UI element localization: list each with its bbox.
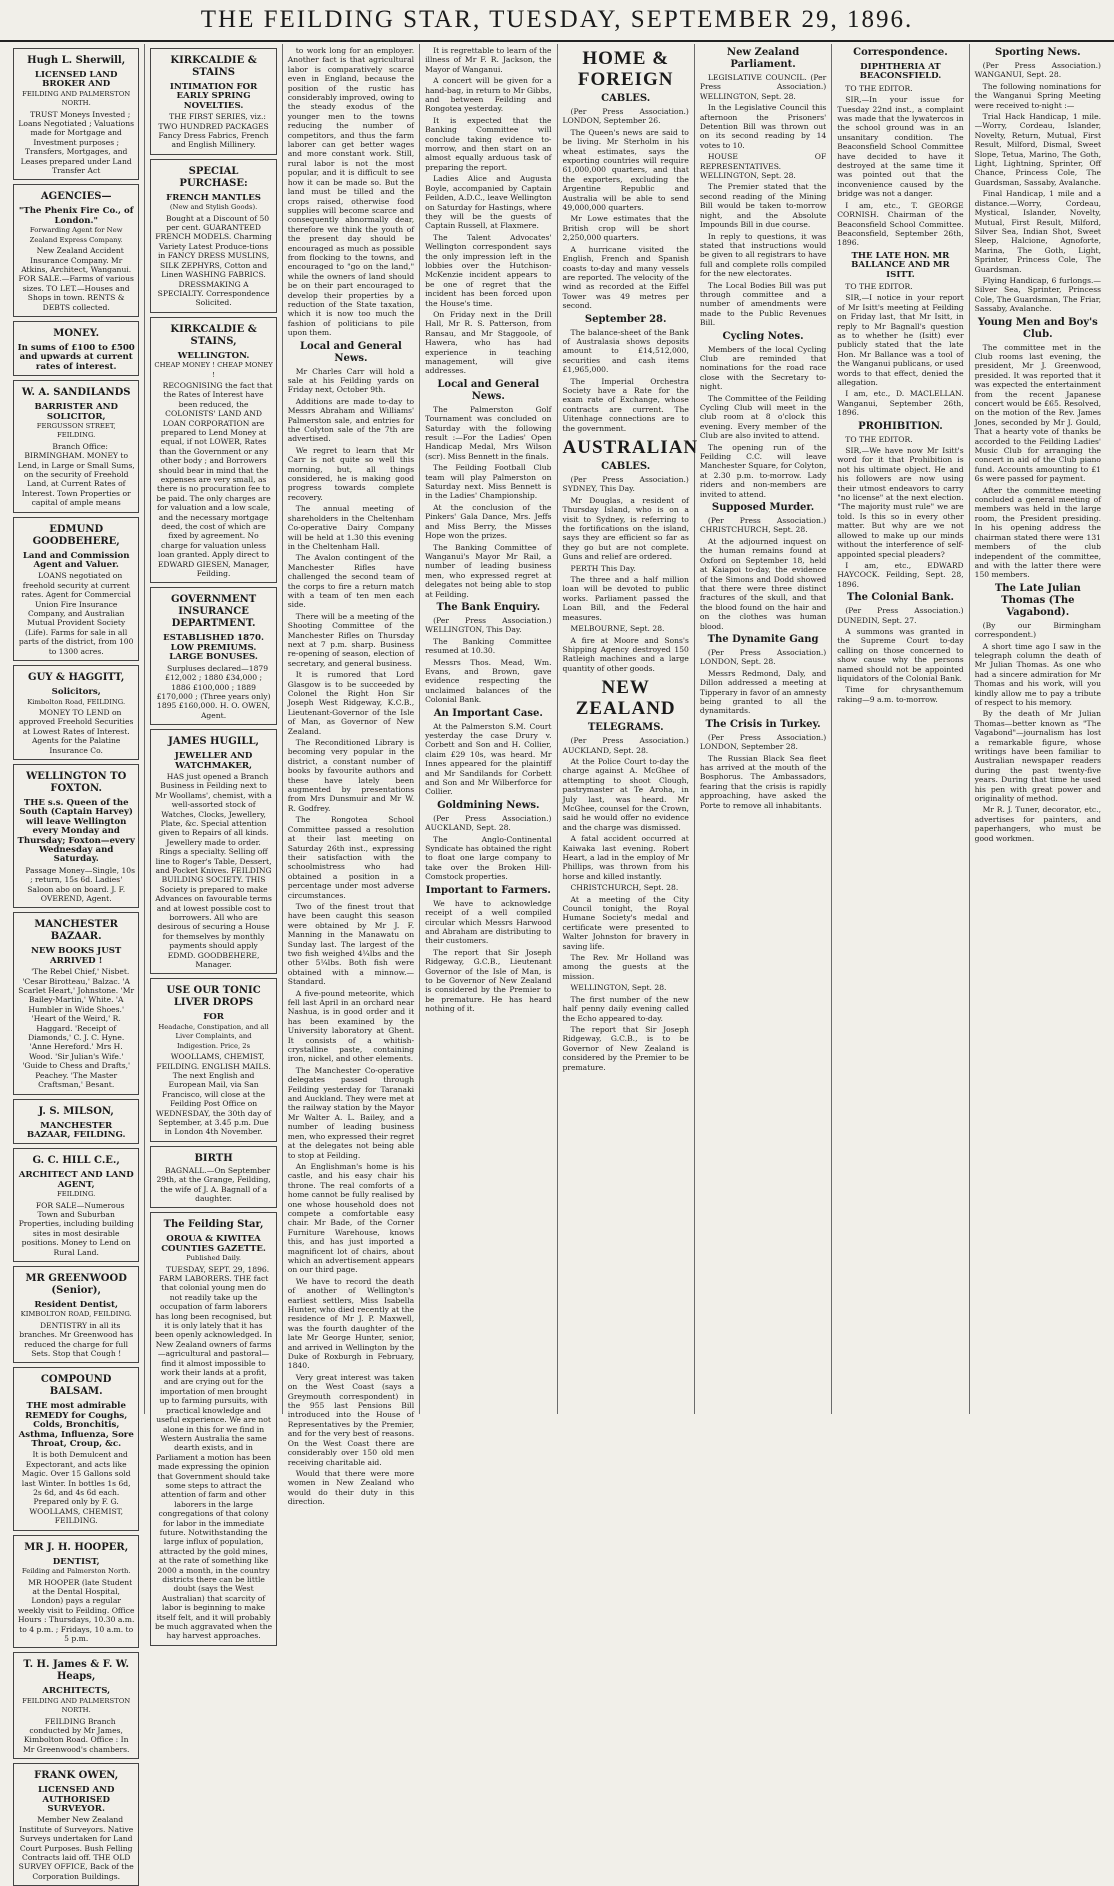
section-title: Supposed Murder. bbox=[711, 502, 815, 514]
paragraph: The annual meeting of shareholders in the Cheltenham Co-operative Dairy Company will be held at 1.30 this evening in the Cheltenham Hall. bbox=[287, 504, 415, 551]
ad-body: It is both Demulcent and Expectorant, and acts like Magic. Over 15 Gallons sold last Winter. In bottles 1s 6d, 2s 6d, and 4s 6d each. Prepared only by F. G. WOOLLAMS, CHEMIST, FEILDING. bbox=[21, 1450, 131, 1526]
paragraph: Ladies Alice and Augusta Boyle, accompanied by Captain Feilden, A.D.C., leave Wellington on Saturday for Hastings, where they will be the guests of Captain Russell, at Flaxmere. bbox=[425, 174, 552, 231]
section-title: Sporting News. bbox=[995, 47, 1081, 58]
paragraph: A fire at Moore and Sons's Shipping Agency destroyed 150 Ratleigh machines and a large quantity of other goods. bbox=[562, 635, 689, 673]
paragraph: (Per Press Association.) LONDON, September 26. bbox=[562, 107, 689, 126]
section-heading: Local and General News. bbox=[437, 378, 540, 402]
advertisement bbox=[150, 978, 276, 1141]
section-heading: The Bank Enquiry. bbox=[436, 601, 541, 613]
ad-title: FRANK OWEN, bbox=[34, 1770, 119, 1782]
paragraph: A five-pound meteorite, which fell last April in an orchard near Nashua, is in good order and it has been examined by the University laboratory at Ghent. It consists of a whitish-crystalline paste, containing iron, nickel, and other elements. bbox=[287, 988, 415, 1064]
ad-title: J. S. MILSON, bbox=[38, 1105, 114, 1117]
column-2 bbox=[145, 44, 282, 1641]
ad-title: JAMES HUGILL, bbox=[168, 736, 259, 748]
ad-body: THE FIRST SERIES, viz.: TWO HUNDRED PACKAGES Fancy Dress Fabrics, French and English Millinery. bbox=[158, 112, 269, 150]
ad-subtitle-2: CHEAP MONEY ! CHEAP MONEY ! bbox=[154, 361, 273, 379]
paragraph: A summons was granted in the Supreme Court to-day calling on those concerned to show cause why the persons named should not be appointed liquidators of the Colonial Bank. bbox=[837, 626, 964, 683]
advertisement bbox=[150, 1146, 276, 1209]
ad-body: FEILDING Branch conducted by Mr James, Kimbolton Road. Office : In Mr Greenwood's chambers. bbox=[22, 1716, 130, 1754]
paragraph: The Banking Committee of Wanganui's Mayor Mr Rail, a number of leading business men, who expressed regret at delegates not being able to stop at Feilding. bbox=[425, 542, 552, 599]
advertisement bbox=[150, 729, 276, 974]
ad-subtitle: WELLINGTON. bbox=[177, 350, 250, 361]
ad-title: KIRKCALDIE & STAINS bbox=[170, 55, 257, 78]
paragraph: We regret to learn that Mr Carr is not quite so well this morning, but, all things considered, he is making good progress towards complete recovery. bbox=[287, 445, 415, 502]
paragraph: The Local Bodies Bill was put through committee and a number of amendments were made to the Public Revenues Bill. bbox=[699, 280, 827, 328]
ad-body: RECOGNISING the fact that the Rates of Interest have been reduced, the COLONISTS' LAND AND LOAN CORPORATION are prepared to Lend Money at equal, if not LOWER, Rates than the Government or any other body ; and Borrowers should bear in mind that the expenses are very small, as there is no procuration fee to be paid. The only charges are for valuation and a low scale, and the necessary mortgage deed, the cost of which are fixed by agreement. No charge for valuation unless loan granted. Apply direct to EDWARD GIESEN, Manager, Feilding. bbox=[156, 380, 273, 579]
ad-subtitle: LICENSED AND AUTHORISED SURVEYOR. bbox=[37, 1785, 115, 1814]
paragraph: We have to acknowledge receipt of a well compiled circular which Messrs Harwood and Abraham are distributing to their customers. bbox=[425, 898, 552, 946]
ad-subtitle-2: KIMBOLTON ROAD, FEILDING. bbox=[20, 1310, 132, 1319]
ad-subtitle: LICENSED LAND BROKER AND bbox=[34, 70, 118, 90]
ad-title: Hugh L. Sherwill, bbox=[27, 55, 126, 66]
advertisement bbox=[13, 665, 139, 760]
column-1 bbox=[8, 44, 145, 1881]
paragraph: It is expected that the Banking Committee will conclude taking evidence to-morrow, and then start on an almost equally arduous task of preparing the report. bbox=[425, 115, 552, 172]
section-title: The Late Julian Thomas (The Vagabond). bbox=[994, 582, 1081, 618]
ad-title: GUY & HAGGITT, bbox=[28, 672, 125, 684]
paragraph: to work long for an employer. Another fact is that agricultural labor is comparatively scarce even in England, because the position of the rustic has considerably improved, owing to the steady exodus of the younger men to the towns reducing the number of competitors, and thus the farm laborer can get better wages and more constant work. Still, rural labor is not the most popular, and it is difficult to see how it can be made so. But the land must be tilled and the crops raised, otherwise food supplies will become scarce and consequently abnormally dear, therefore we think the youth of the present day should be encouraged as much as possible from flocking to the towns, and encouraged to "go on the land," while the owners of land should be on their part encouraged to develop their properties by a reduction of the State taxation, which it is now too much the fashion of politicians to pile upon them. bbox=[287, 46, 415, 338]
paragraph: Messrs Thos. Mead, Wm. Evans, and Brown, gave evidence respecting the unclaimed balances of the Colonial Bank. bbox=[425, 657, 552, 705]
paragraph: The Rev. Mr Holland was among the guests at the mission. bbox=[562, 953, 689, 981]
column-5 bbox=[558, 44, 699, 1414]
paragraph: (Per Press Association.) WANGANUI, Sept. 28. bbox=[974, 61, 1101, 80]
advertisement bbox=[13, 380, 139, 512]
advertisement bbox=[13, 1148, 139, 1262]
ad-subtitle-2: Published Daily. bbox=[186, 1254, 242, 1263]
paragraph: The Feilding Football Club team will play Palmerston on Saturday next. Miss Bennett is in the Ladies' Championship. bbox=[425, 463, 552, 501]
column-7 bbox=[832, 44, 969, 1414]
ad-subtitle-2: Kimbolton Road, FEILDING. bbox=[27, 697, 126, 706]
ad-title: GOVERNMENT INSURANCE DEPARTMENT. bbox=[170, 594, 257, 630]
section-title: The Colonial Bank. bbox=[846, 592, 954, 604]
paragraph: Would that there were more women in New Zealand who would do their duty in this direction. bbox=[287, 1468, 415, 1507]
ad-subtitle: THE s.s. Queen of the South (Captain Harvey) will leave Wellington every Monday and Thursday; Foxton—every Wednesday and Saturday. bbox=[17, 797, 135, 865]
paragraph: A hurricane visited the English, French and Spanish coasts to-day and many vessels are reported. The velocity of the wind as recorded at the Eiffel Tower was 49 metres per second. bbox=[562, 244, 689, 311]
paragraph: The balance-sheet of the Bank of Australasia shows deposits amount to £14,512,000, securities and cash items £1,965,000. bbox=[562, 327, 689, 375]
ad-subtitle-2: Feilding and Palmerston North. bbox=[21, 1567, 131, 1576]
section-heading: Goldmining News. bbox=[437, 799, 540, 811]
ad-title: The Feilding Star, bbox=[163, 1219, 264, 1231]
section-title: AUSTRALIAN bbox=[562, 437, 699, 458]
ad-subtitle: Land and Commission Agent and Valuer. bbox=[22, 550, 130, 571]
ad-subtitle-2: FERGUSSON STREET, FEILDING. bbox=[36, 421, 116, 440]
paragraph: Mr Charles Carr will hold a sale at his Feilding yards on Friday next, October 9th. bbox=[287, 366, 415, 395]
paragraph: The Talent Advocates' Wellington correspondent says the only impression left in the lobbies over the Hutchison-McKenzie incident appears to be one of regret that the incident has been forced upon the House's time. bbox=[425, 232, 552, 308]
ad-subtitle: THE most admirable REMEDY for Coughs, Colds, Bronchitis, Asthma, Influenza, Sore Throat, Croup, &c. bbox=[18, 1401, 134, 1450]
advertisement bbox=[150, 48, 276, 155]
ad-title: USE OUR TONIC LIVER DROPS bbox=[166, 985, 261, 1009]
masthead: THE FEILDING STAR, TUESDAY, SEPTEMBER 29, 1896. bbox=[0, 0, 1114, 42]
paragraph: Two of the finest trout that have been caught this season were obtained by Mr J. F. Manning in the Manawatu on Sunday last. The largest of the two fish weighed 4¼lbs and the other 5¼lbs. Both fish were obtained with a minnow.—Standard. bbox=[287, 901, 415, 987]
paragraph: The Imperial Orchestra Society have a Rate for the exam rate of Exchange, whose contracts are current. The Uitenhage connections are to the government. bbox=[562, 376, 689, 433]
ad-subtitle: Resident Dentist, bbox=[34, 1299, 118, 1310]
paragraph: Flying Handicap, 6 furlongs.—Silver Sea, Sprinter, Princess Cole, The Guardsman, The Friar, Sassaby, Avalanche. bbox=[974, 275, 1101, 314]
ad-body: FOR SALE—Numerous Town and Suburban Properties, including building sites in most desirable positions. Money to Lend on Rural Land. bbox=[18, 1200, 134, 1257]
ad-subtitle: DENTIST, bbox=[52, 1556, 100, 1567]
paragraph: SIR,—I notice in your report of Mr Isitt's meeting at Feilding on Friday last, that Mr Isitt, in reply to Mr Bagnall's question as to whether he (Isitt) ever publicly stated that the late Hon. Mr Ballance was a tool of the Wanganui publicans, or used words to that effect, denied the allegation. bbox=[837, 293, 964, 387]
paragraph: The Russian Black Sea fleet has arrived at the mouth of the Bosphorus. The Ambassadors, fearing that the crisis is rapidly approaching, have asked the Porte to remove all inhabitants. bbox=[699, 753, 827, 810]
section-title: HOME & FOREIGN bbox=[577, 48, 674, 90]
section-title: NEW ZEALAND bbox=[575, 677, 676, 720]
ad-subtitle: NEW BOOKS JUST ARRIVED ! bbox=[31, 946, 122, 966]
column-4 bbox=[420, 44, 557, 1414]
section-heading: September 28. bbox=[584, 313, 667, 325]
column-3 bbox=[283, 44, 420, 1507]
paragraph: SIR,—We have now Mr Isitt's word for it that Prohibition is not his ultimate object. He and his followers are now using their utmost endeavors to carry "no license" at the next election. "The majority must rule" we are told. Is this so in every other matter. But why are we not allowed to make up our minds without the interference of self-appointed special pleaders? bbox=[837, 446, 964, 559]
section-title: Young Men and Boy's Club. bbox=[977, 316, 1098, 340]
paragraph: Very great interest was taken on the West Coast (says a Greymouth correspondent) in the 955 last Pensions Bill introduced into the House of Representatives by the Premier, and for the very best of reasons. On the West Coast there are considerably over 150 old men receiving charitable aid. bbox=[287, 1372, 415, 1467]
paragraph: Trial Hack Handicap, 1 mile.—Worry, Cordeau, Islander, Novelty, Return, Mutual, First Result, Milford, Dismal, Sweet Slope, Tetua, Marino, The Goth, Light, Lightning, Sprinter, Off Chance, Princess Cole, The Guardsman, Sassaby, Avalanche. bbox=[974, 112, 1101, 187]
paragraph: Mr Douglas, a resident of Thursday Island, who is on a visit to Sydney, is referring to the fortifications on the island, says they are efficient so far as they go but are not complete. Guns and relief are ordered. bbox=[562, 495, 689, 562]
paragraph: At the conclusion of the Pinkers' Gala Dance, Mrs. Jeffs and Miss Berry, the Misses Hope won the prizes. bbox=[425, 502, 552, 541]
paragraph: (Per Press Association.) LONDON, Sept. 28. bbox=[699, 647, 827, 667]
ad-body: Bought at a Discount of 50 per cent. GUARANTEED FRENCH MODELS. Charming Variety Latest Produce-tions in FANCY DRESS MUSLINS, SILK ZEPHYRS, Cotton and Linen WASHING FABRICS. DRESSMAKING A SPECIALTY. Correspondence Solicited. bbox=[155, 213, 272, 308]
paragraph: Mr R. J. Tuner, decorator, etc., advertises for painters, and paperhangers, who must be good workmen. bbox=[974, 805, 1101, 843]
advertisement bbox=[150, 587, 276, 725]
paragraph: I am, etc., T. GEORGE CORNISH. Chairman of the Beaconsfield School Committee. Beaconsfield, September 26th, 1896. bbox=[837, 200, 964, 248]
paragraph: (Per Press Association.) LONDON, September 28. bbox=[699, 732, 827, 752]
section-subtitle: TELEGRAMS. bbox=[587, 722, 664, 734]
advertisement bbox=[150, 159, 276, 313]
advertisement bbox=[150, 1212, 276, 1645]
paragraph: TO THE EDITOR. bbox=[845, 281, 913, 291]
newspaper-columns bbox=[8, 44, 1106, 1881]
ad-body: TRUST Moneys Invested ; Loans Negotiated ; Valuations made for Mortgage and Investment purposes ; Transfers, Mortgages, and Leases prepared under Land Transfer Act bbox=[18, 109, 135, 176]
paragraph: (Per Press Association.) SYDNEY, This Day. bbox=[562, 475, 689, 494]
section-subtitle: CABLES. bbox=[601, 461, 651, 472]
section-heading: An Important Case. bbox=[433, 707, 543, 719]
paragraph: The Rongotea School Committee passed a resolution at their last meeting on Saturday 26th inst., expressing their satisfaction with the schoolmistress who had obtained a position in a percentage under most adverse circumstances. bbox=[287, 815, 415, 900]
ad-title: MONEY. bbox=[53, 327, 100, 339]
paragraph: The Queen's news are said to be living. Mr Sterholm in his wheat estimates, says the exporting countries will require 61,000,000 quarters, and that the exporters, excluding the Argentine Republic and Australia will be able to send 49,000,000 quarters. bbox=[562, 127, 689, 213]
ad-subtitle-2: Headache, Constipation, and all Liver Complaints, and Indigestion. Price, 2s bbox=[158, 1022, 269, 1050]
paragraph: Additions are made to-day to Messrs Abraham and Williams' Palmerston sale, and entries for the Colyton sale of the 7th are advertised. bbox=[287, 396, 415, 444]
paragraph: After the committee meeting concluded a general meeting of members was held in the large room, the President presiding. In his opening address the chairman stated there were 131 members of the club independent of the committee, and with the latter there were 150 members. bbox=[974, 485, 1101, 580]
ad-subtitle: Solicitors, bbox=[51, 687, 101, 698]
ad-subtitle: "The Phenix Fire Co., of London." bbox=[18, 206, 134, 226]
ad-title: KIRKCALDIE & STAINS, bbox=[170, 323, 257, 347]
paragraph: In the Legislative Council this afternoon the Prisoners' Detention Bill was thrown out on its second reading by 14 votes to 10. bbox=[699, 103, 827, 150]
paragraph: HOUSE OF REPRESENTATIVES. WELLINGTON, Sept. 28. bbox=[699, 152, 827, 181]
ad-subtitle: ESTABLISHED 1870. LOW PREMIUMS. LARGE BONUSES. bbox=[163, 633, 265, 663]
section-heading: Important to Farmers. bbox=[425, 884, 551, 896]
ad-subtitle: In sums of £100 to £500 and upwards at current rates of interest. bbox=[17, 342, 135, 372]
paragraph: The opening run of the Feilding C.C. will leave Manchester Square, for Colyton, at 2.30 p.m. to-morrow. Lady riders and non-members are invited to attend. bbox=[699, 442, 827, 499]
advertisement bbox=[13, 764, 139, 908]
ad-subtitle-2: FEILDING. bbox=[57, 1190, 96, 1199]
section-title: THE LATE HON. MR BALLANCE AND MR ISITT. bbox=[851, 250, 950, 280]
paragraph: The three and a half million loan will be devoted to public works. Parliament passed the Loan Bill, and the Federal measures. bbox=[562, 575, 689, 622]
paragraph: It is regrettable to learn of the illness of Mr F. R. Jackson, the Mayor of Wanganui. bbox=[425, 46, 552, 74]
ad-subtitle: ARCHITECTS, bbox=[42, 1686, 111, 1697]
paragraph: At the Palmerston S.M. Court yesterday the case Drury v. Corbett and Son and H. Collier, claim £29 10s, was heard. Mr Innes appeared for the plaintiff and Mr Sandilands for Corbett and Son and Mr Wilberforce for Collier. bbox=[425, 721, 552, 797]
ad-subtitle: FOR bbox=[203, 1012, 224, 1023]
paragraph: WELLINGTON, Sept. 28. bbox=[570, 983, 667, 993]
paragraph: At the Police Court to-day the charge against A. McGhee of attempting to shoot Clough, pastrymaster at Te Aroha, in July last, was heard. Mr McGhee, counsel for the Crown, said he would offer no evidence and the charge was dismissed. bbox=[562, 756, 689, 832]
paragraph: TO THE EDITOR. bbox=[845, 434, 913, 444]
paragraph: The following nominations for the Wanganui Spring Meeting were received to-night :— bbox=[974, 81, 1101, 110]
paragraph: (Per Press Association.) DUNEDIN, Sept. 27. bbox=[837, 606, 964, 625]
paragraph: CHRISTCHURCH, Sept. 28. bbox=[570, 883, 679, 893]
ad-subtitle-2: FEILDING AND PALMERSTON NORTH. bbox=[22, 1696, 131, 1715]
paragraph: I am, etc., EDWARD HAYCOCK. Feilding, Sept. 28, 1896. bbox=[837, 560, 964, 589]
ad-title: BIRTH bbox=[194, 1152, 233, 1164]
section-title: The Dynamite Gang bbox=[707, 633, 819, 645]
advertisement bbox=[13, 1652, 139, 1759]
ad-subtitle: MANCHESTER BAZAAR, FEILDING. bbox=[26, 1120, 126, 1140]
paragraph: The Anglo-Continental Syndicate has obtained the right to float one large company to take over the Broken Hill-Comstock properties. bbox=[425, 834, 552, 882]
paragraph: At the adjourned inquest on the human remains found at Oxford on September 18, held at Kaiapoi to-day, the evidence of the Simons and Dodd showed that there were three distinct fractures of the skull, and that the blood found on the hair and on the clothes was human blood. bbox=[699, 536, 827, 631]
ad-subtitle: JEWELLER AND WATCHMAKER, bbox=[174, 751, 253, 771]
ad-title: MANCHESTER BAZAAR. bbox=[34, 919, 118, 943]
ad-title: G. C. HILL C.E., bbox=[32, 1155, 120, 1167]
ad-title: AGENCIES— bbox=[40, 191, 112, 203]
paragraph: The first number of the new half penny daily evening called the Echo appeared to-day. bbox=[562, 994, 689, 1023]
paragraph: The committee met in the Club rooms last evening, the president, Mr J. Greenwood, presided. It was reported that it was expected the entertainment from the recent Japanese concert would be £65. Resolved, on the motion of the Rev. James Jones, seconded by Mr J. Gould, That a hearty vote of thanks be accorded to the Feilding Ladies' Music Club for arranging the concert in aid of the Club piano fund. Accounts amounting to £1 6s were passed for payment. bbox=[974, 342, 1101, 484]
paragraph: LEGISLATIVE COUNCIL. (Per Press Association.) WELLINGTON, Sept. 28. bbox=[699, 73, 827, 101]
ad-body: Passage Money—Single, 10s ; return, 15s 6d. Ladies' Saloon abo on board. J. F. OVEREND, Agent. bbox=[25, 865, 136, 903]
paragraph: Time for chrysanthemum raking—9 a.m. to-morrow. bbox=[837, 685, 964, 704]
ad-body: BAGNALL.—On September 29th, at the Grange, Feilding, the wife of J. A. Bagnall of a daughter. bbox=[156, 1165, 271, 1203]
advertisement bbox=[13, 517, 139, 661]
paragraph: Final Handicap, 1 mile and a distance.—Worry, Cordeau, Mystical, Islander, Novelty, Mutual, First Result, Milford, Silver Sea, Indian Shot, Sweet Sleep, Halcione, Agnoforte, Marina, The Goth, Light, Sprinter, Princess Cole, The Guardsman. bbox=[974, 189, 1101, 274]
ad-subtitle-2: (New and Stylish Goods). bbox=[169, 203, 258, 212]
section-title: The Crisis in Turkey. bbox=[705, 718, 821, 730]
ad-body: DENTISTRY in all its branches. Mr Greenwood has reduced the charge for full Sets. Stop that Cough ! bbox=[19, 1320, 134, 1358]
paragraph: The Committee of the Feilding Cycling Club will meet in the club room at 8 o'clock this evening. Every member of the Club are also invited to attend. bbox=[699, 393, 827, 441]
ad-subtitle: BARRISTER AND SOLICITOR, bbox=[34, 402, 118, 422]
paragraph: At a meeting of the City Council tonight, the Royal Humane Society's medal and certificate were presented to Walter Johnston for bravery in saving life. bbox=[562, 894, 689, 951]
ad-title: EDMUND GOODBEHERE, bbox=[32, 523, 120, 547]
ad-body: 'The Rebel Chief,' Nisbet. 'Cesar Birotteau,' Balzac. 'A Scarlet Heart,' Johnstone. 'Mr Bailey-Martin,' White. 'A Humbler in Wide Shoes.' 'Heart of the Weird,' R. Haggard. 'Receipt of Diamonds,' C. J. C. Hyne. 'Anne Hereford.' Mrs H. Wood. 'Sir Julian's Wife.' 'Guide to Chess and Drafts,' Peachey. 'The Master Craftsman,' Besant. bbox=[18, 967, 135, 1090]
section-subtitle: CABLES. bbox=[601, 93, 651, 104]
ad-title: MR J. H. HOOPER, bbox=[24, 1541, 129, 1553]
paragraph: By the death of Mr Julian Thomas—better known as "The Vagabond"—journalism has lost a remarkable figure, whose writings have been familiar to Australian newspaper readers during the past twenty-five years. During that time he used his pen with great power and originality of method. bbox=[974, 709, 1101, 804]
paragraph: The Premier stated that the second reading of the Mining Bill would be taken to-morrow night, and the Absolute Impounds Bill in due course. bbox=[699, 182, 827, 230]
paragraph: On Friday next in the Drill Hall, Mr R. S. Patterson, from Ransau, and Mr Staggoole, of Hawera, who has had experience in teaching management, will give addresses. bbox=[425, 309, 552, 376]
ad-title: MR GREENWOOD (Senior), bbox=[25, 1272, 127, 1296]
paragraph: Messrs Redmond, Daly, and Dillon addressed a meeting at Tipperary in favor of an amnesty being granted to all the dynamitards. bbox=[699, 668, 827, 716]
ad-body: MONEY TO LEND on approved Freehold Securities at Lowest Rates of Interest. Agents for the Palatine Insurance Co. bbox=[19, 707, 134, 755]
advertisement bbox=[13, 912, 139, 1094]
paragraph: (By our Birmingham correspondent.) bbox=[974, 620, 1101, 640]
paragraph: TO THE EDITOR. bbox=[845, 83, 913, 93]
advertisement bbox=[13, 1763, 139, 1886]
section-heading: Local and General News. bbox=[300, 340, 402, 364]
column-8 bbox=[970, 44, 1106, 1414]
paragraph: Mr Lowe estimates that the British crop will be short 2,250,000 quarters. bbox=[562, 214, 689, 243]
ad-body: Member New Zealand Institute of Surveyors. Native Surveys undertaken for Land Court Purposes. Bush Felling Contracts laid off. THE OLD SURVEY OFFICE, Back of the Corporation Buildings. bbox=[18, 1815, 134, 1881]
section-title: DIPHTHERIA AT BEACONSFIELD. bbox=[859, 62, 942, 82]
advertisement bbox=[13, 184, 139, 316]
ad-subtitle-2: Forwarding Agent for New Zealand Express Company. bbox=[29, 226, 123, 244]
paragraph: A concert will be given for a hand-bag, in return to Mr Gibbs, and between Feilding and Rongotea yesterday. bbox=[425, 76, 552, 114]
ad-subtitle: FRENCH MANTLES bbox=[166, 192, 261, 203]
paragraph: The Avalon contingent of the Manchester Rifles have challenged the second team of the corps to fire a return match with a team of ten men each side. bbox=[287, 553, 415, 610]
section-title: New Zealand Parliament. bbox=[726, 47, 800, 70]
advertisement bbox=[13, 1367, 139, 1530]
ad-body: LOANS negotiated on freehold security at current rates. Agent for Commercial Union Fire Insurance Company, and Australian Mutual Provident Society (Life). Farms for sale in all parts of the district, from 100 to 1300 acres. bbox=[18, 571, 134, 656]
paragraph: Members of the local Cycling Club are reminded that nominations for the road race close with the Secretary to-night. bbox=[699, 344, 827, 392]
section-title: Correspondence. bbox=[853, 47, 948, 58]
advertisement bbox=[13, 1535, 139, 1649]
column-6 bbox=[695, 44, 832, 1414]
paragraph: A short time ago I saw in the telegraph column the death of Mr Julian Thomas. As one who had a sincere admiration for Mr Thomas and his work, will you kindly allow me to pay a tribute of respect to his memory. bbox=[974, 641, 1101, 707]
paragraph: The Palmerston Golf Tournament was concluded on Saturday with the following result :—For the Ladies' Open Handicap Medal, Mrs Wilson (scr). Miss Bennett in the finals. bbox=[425, 404, 552, 461]
ad-body: New Zealand Accident Insurance Company. Mr Atkins, Architect, Wanganui. FOR SALE.—Farms of various sizes. TO LET.—Houses and Shops in town. RENTS & DEBTS collected. bbox=[18, 246, 134, 312]
section-title: PROHIBITION. bbox=[858, 420, 943, 432]
paragraph: It is rumored that Lord Glasgow is to be succeeded by Colonel the Right Hon Sir Joseph West Ridgeway, K.C.B., Lieutenant-Governor of the Isle of Man, as Governor of New Zealand. bbox=[287, 670, 415, 736]
advertisement bbox=[13, 1266, 139, 1363]
ad-title: WELLINGTON TO FOXTON. bbox=[26, 770, 127, 794]
paragraph: (Per Press Association.) CHRISTCHURCH, Sept. 28. bbox=[699, 516, 827, 535]
paragraph: (Per Press Association.) AUCKLAND, Sept. 28. bbox=[425, 813, 552, 833]
ad-subtitle-2: FEILDING AND PALMERSTON NORTH. bbox=[22, 89, 131, 108]
ad-subtitle: OROUA & KIWITEA COUNTIES GAZETTE. bbox=[161, 1234, 266, 1254]
paragraph: An Englishman's home is his castle, and his easy chair his throne. The real comforts of a home cannot be fully realised by one whose household does not compete a comfortable easy chair. Mr Bade, of the Corner Furniture Warehouse, knows this, and has just imported a magnificent lot of chairs, about which an advertisement appears on our third page. bbox=[287, 1161, 415, 1275]
paragraph: A fatal accident occurred at Kaiwaka last evening. Robert Heart, a lad in the employ of Mr Phillips, was thrown from his horse and killed instantly. bbox=[562, 834, 689, 881]
paragraph: We have to record the death of another of Wellington's earliest settlers, Miss Isabella Hunter, who died recently at the residence of Mr J. P. Maxwell, was the fourth daughter of the late Mr George Hunter, senior, and arrived in Wellington by the Duke of Roxburgh in February, 1840. bbox=[287, 1276, 415, 1371]
ad-title: T. H. James & F. W. Heaps, bbox=[23, 1659, 129, 1683]
paragraph: I am, etc., D. MACLELLAN. Wanganui, September 26th, 1896. bbox=[837, 389, 964, 418]
advertisement bbox=[150, 317, 276, 584]
paragraph: (Per Press Association.) AUCKLAND, Sept. 28. bbox=[562, 736, 689, 755]
section-title: Cycling Notes. bbox=[722, 330, 804, 342]
paragraph: The Banking Committee resumed at 10.30. bbox=[425, 636, 552, 656]
ad-body: HAS just opened a Branch Business in Feilding next to Mr Woollams', chemist, with a well-assorted stock of Watches, Clocks, Jewellery, Plate, &c. Special attention given to Repairs of all kinds. Jewellery made to order. Rings a specialty. Selling off line to Roger's Table, Dessert, and Pocket Knives. FEILDING BUILDING SOCIETY. THIS Society is prepared to make Advances on favourable terms and at lowest possible cost to borrowers. All who are desirous of securing a House for themselves by monthly payments should apply EDMD. GOODBEHERE, Manager. bbox=[155, 771, 272, 970]
paragraph: The Reconditioned Library is becoming very popular in the district, a constant number of books by favourite authors and these have lately been augmented by presentations from Mrs Dunsmuir and Mr W. R. Godfrey. bbox=[287, 738, 415, 813]
ad-title: COMPOUND BALSAM. bbox=[40, 1374, 112, 1398]
ad-title: W. A. SANDILANDS bbox=[21, 387, 131, 399]
paragraph: The report that Sir Joseph Ridgeway, G.C.B., is to be Governor of New Zealand is considered by the Premier to be premature. bbox=[562, 1024, 689, 1072]
paragraph: SIR,—In your issue for Tuesday 22nd inst., a complaint was made that the lywatercos in the school ground was in an unsanitary condition. The Beaconsfield School Committee have decided to have it destroyed at the same time it was pointed out that the inconvenience caused by the bridge was not a danger. bbox=[837, 95, 964, 199]
ad-body: Branch Office: BIRMINGHAM. MONEY to Lend, in Large or Small Sums, on the security of Freehold Land, at Current Rates of Interest. Town Properties or capital of ample means bbox=[17, 441, 135, 508]
ad-body: Surpluses declared—1879 £12,002 ; 1880 £34,000 ; 1886 £100,000 ; 1889 £170,000 ; (Three years only) 1895 £160,000. H. O. OWEN, Agent. bbox=[156, 663, 271, 720]
ad-subtitle: ARCHITECT AND LAND AGENT, bbox=[18, 1170, 134, 1190]
ad-body: MR HOOPER (late Student at the Dental Hospital, London) pays a regular weekly visit to Feilding. Office Hours : Thursdays, 10.30 a.m. to 4 p.m. ; Fridays, 10 a.m. to 5 p.m. bbox=[17, 1577, 135, 1643]
advertisement bbox=[13, 321, 139, 376]
ad-body: TUESDAY, SEPT. 29, 1896. FARM LABORERS. THE fact that colonial young men do not readily take up the occupation of farm laborers has long been recognised, but it is only lately that it has been openly acknowledged. In New Zealand owners of farms—agricultural and pastoral—find it almost impossible to work their lands at a profit, and are crying out for the importation of men brought up to farming pursuits, with practical knowledge and useful experience. We are not alone in this for we find in Western Australia the same dearth exists, and in Parliament a motion has been made expressing the opinion that Government should take some steps to attract the attention of farm and other laborers in the large congregations of that colony for labor in the immediate future. Notwithstanding the large influx of population, attracted by the gold mines, at the rate of something like 2000 a month, in the country districts there can be little doubt (says the West Australian) that scarcity of labor is beginning to make itself felt, and it will probably be much aggravated when the hay harvest approaches. bbox=[154, 1264, 273, 1641]
paragraph: MELBOURNE, Sept. 28. bbox=[570, 624, 665, 634]
paragraph: There will be a meeting of the Shooting Committee of the Manchester Rifles on Thursday next at 7 p.m. sharp. Business re-opening of season, election of secretary, and general business. bbox=[287, 611, 415, 668]
ad-subtitle: INTIMATION FOR EARLY SPRING NOVELTIES. bbox=[169, 82, 258, 111]
paragraph: The report that Sir Joseph Ridgeway, G.C.B., Lieutenant Governor of the Isle of Man, is to be Governor of New Zealand is considered by the Premier to be premature. He has heard nothing of it. bbox=[425, 947, 552, 1014]
advertisement bbox=[13, 1099, 139, 1145]
ad-body: WOOLLAMS, CHEMIST, FEILDING. ENGLISH MAILS. The next English and European Mail, via San Francisco, will close at the Feilding Post Office on WEDNESDAY, the 30th day of September, at 3.45 p.m. Due in London 4th November. bbox=[155, 1052, 272, 1137]
paragraph: The Manchester Co-operative delegates passed through Feilding yesterday for Taranaki and Auckland. They were met at the railway station by the Mayor Mr Walter A. L. Bailey, and a number of leading business men, who expressed their regret at the delegates not being able to stop at Feilding. bbox=[287, 1065, 415, 1160]
paragraph: PERTH This Day. bbox=[570, 563, 636, 573]
paragraph: (Per Press Association.) WELLINGTON, This Day. bbox=[425, 615, 552, 635]
advertisement bbox=[13, 48, 139, 180]
ad-title: SPECIAL PURCHASE: bbox=[179, 165, 248, 189]
paragraph: In reply to questions, it was stated that instructions would be given to all registrars to have full and complete rolls compiled for the new electorates. bbox=[699, 231, 827, 279]
